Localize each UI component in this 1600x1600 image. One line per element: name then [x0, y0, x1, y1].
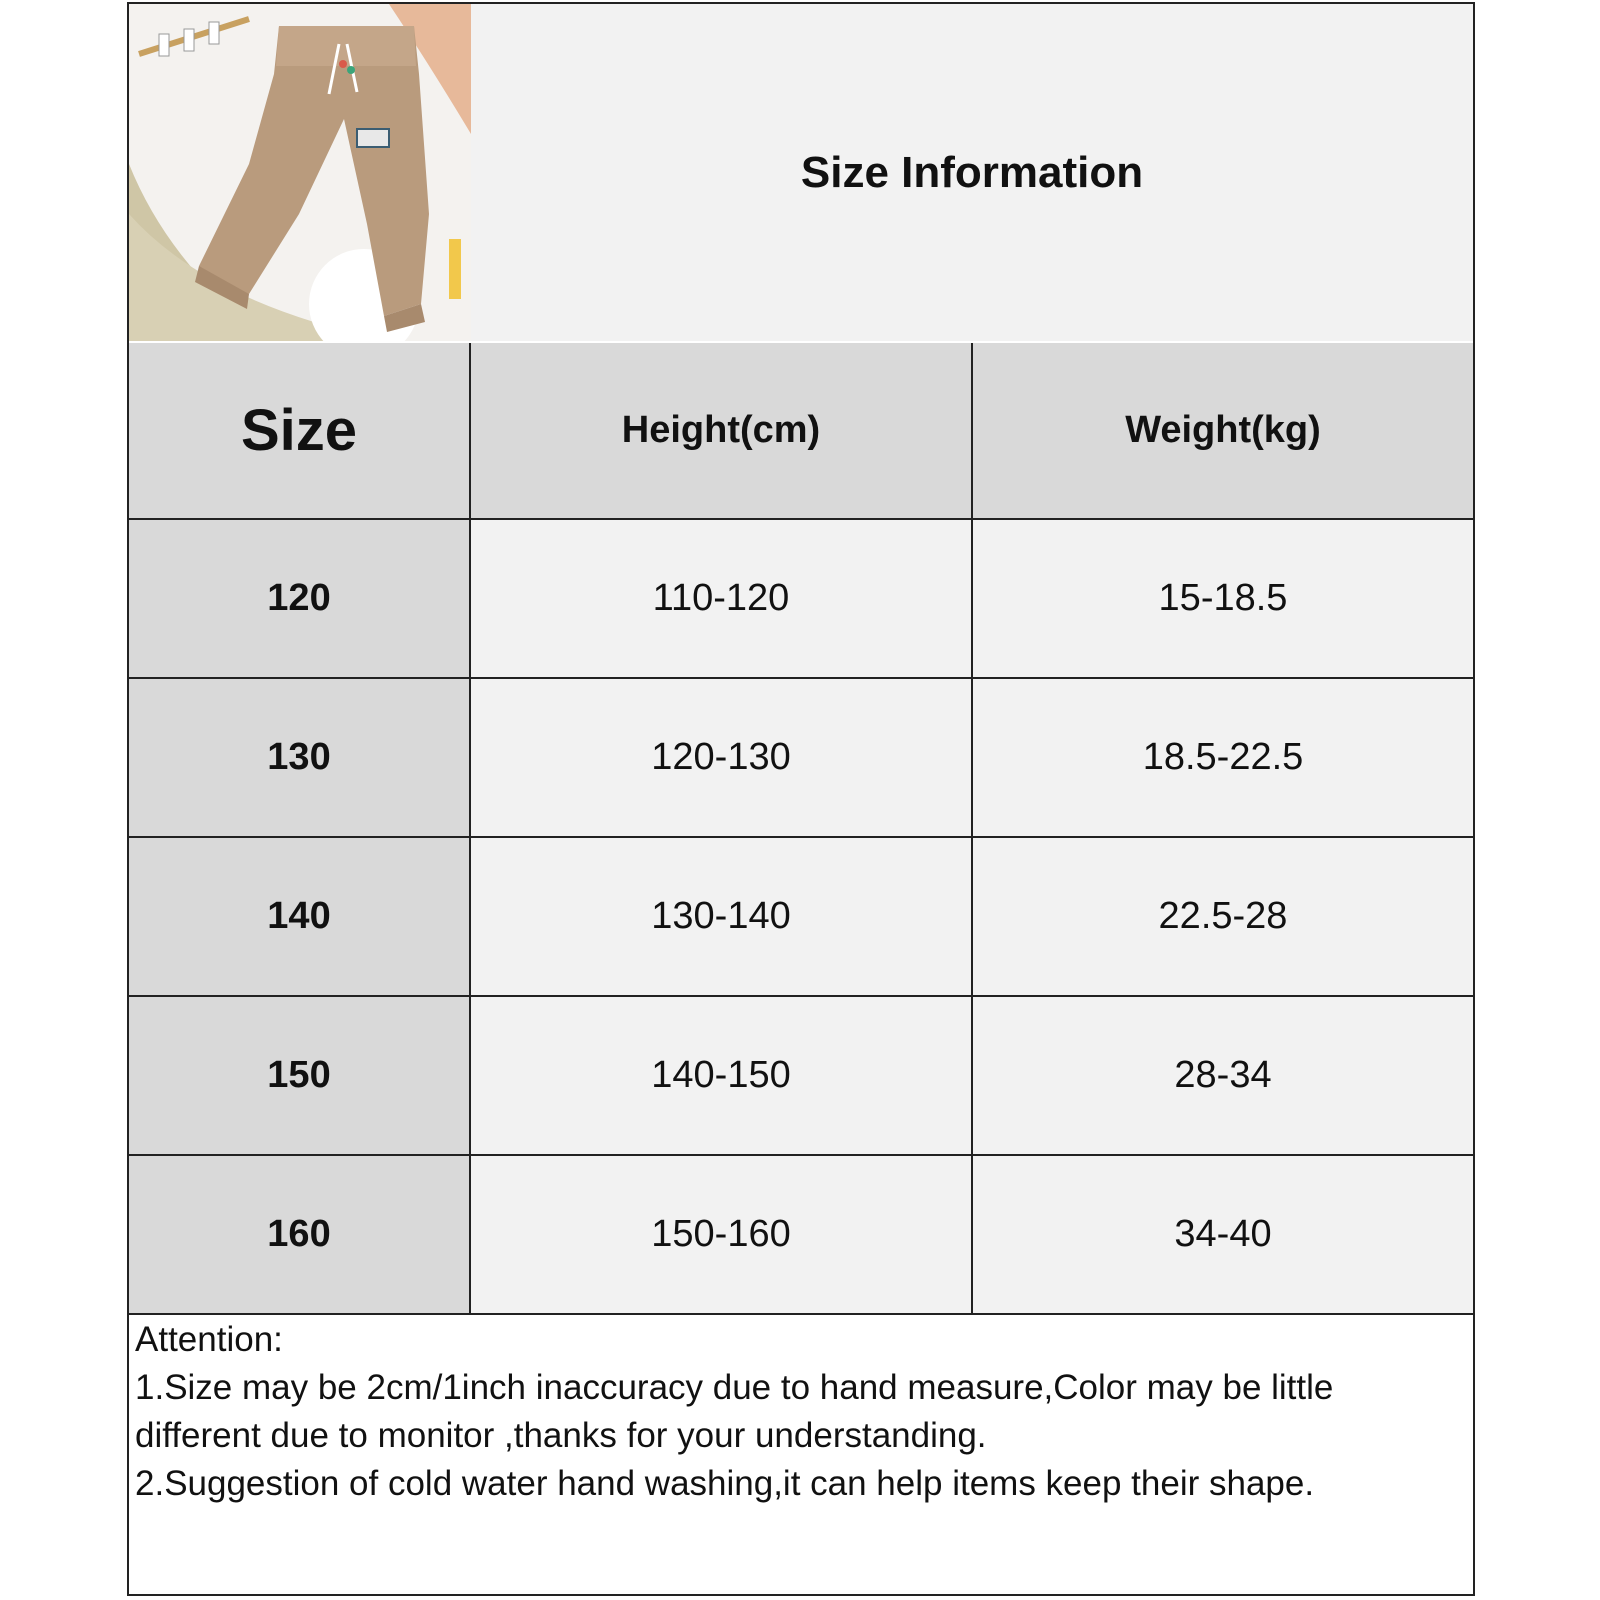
weight-cell: 28-34 [973, 997, 1473, 1154]
size-cell: 120 [129, 520, 471, 677]
notes-heading: Attention: [135, 1320, 283, 1359]
header-weight: Weight(kg) [973, 343, 1473, 518]
note-line: different due to monitor ,thanks for your understanding. [135, 1416, 987, 1455]
note-line: 2.Suggestion of cold water hand washing,it can help items keep their shape. [135, 1464, 1315, 1503]
height-cell: 150-160 [471, 1156, 973, 1313]
size-chart [127, 2, 1475, 1596]
height-cell: 110-120 [471, 520, 973, 677]
size-cell: 130 [129, 679, 471, 836]
size-cell: 150 [129, 997, 471, 1154]
title-row [129, 4, 1473, 345]
weight-cell: 22.5-28 [973, 838, 1473, 995]
table-row [129, 520, 1473, 679]
weight-cell: 18.5-22.5 [973, 679, 1473, 836]
table-row [129, 838, 1473, 997]
size-cell: 140 [129, 838, 471, 995]
title-cell [471, 4, 1473, 341]
page-title: Size Information [800, 147, 1144, 197]
weight-cell: 15-18.5 [973, 520, 1473, 677]
product-pants-image [129, 4, 471, 341]
table-row [129, 1156, 1473, 1315]
height-cell: 120-130 [471, 679, 973, 836]
header-size: Size [129, 343, 471, 518]
product-image [129, 4, 473, 341]
size-table [129, 343, 1473, 1315]
weight-cell: 34-40 [973, 1156, 1473, 1313]
size-cell: 160 [129, 1156, 471, 1313]
attention-notes [135, 1316, 1433, 1508]
height-cell: 130-140 [471, 838, 973, 995]
table-row [129, 997, 1473, 1156]
table-row [129, 679, 1473, 838]
note-line: 1.Size may be 2cm/1inch inaccuracy due to hand measure,Color may be little [135, 1368, 1334, 1407]
height-cell: 140-150 [471, 997, 973, 1154]
header-height: Height(cm) [471, 343, 973, 518]
table-header-row [129, 343, 1473, 520]
